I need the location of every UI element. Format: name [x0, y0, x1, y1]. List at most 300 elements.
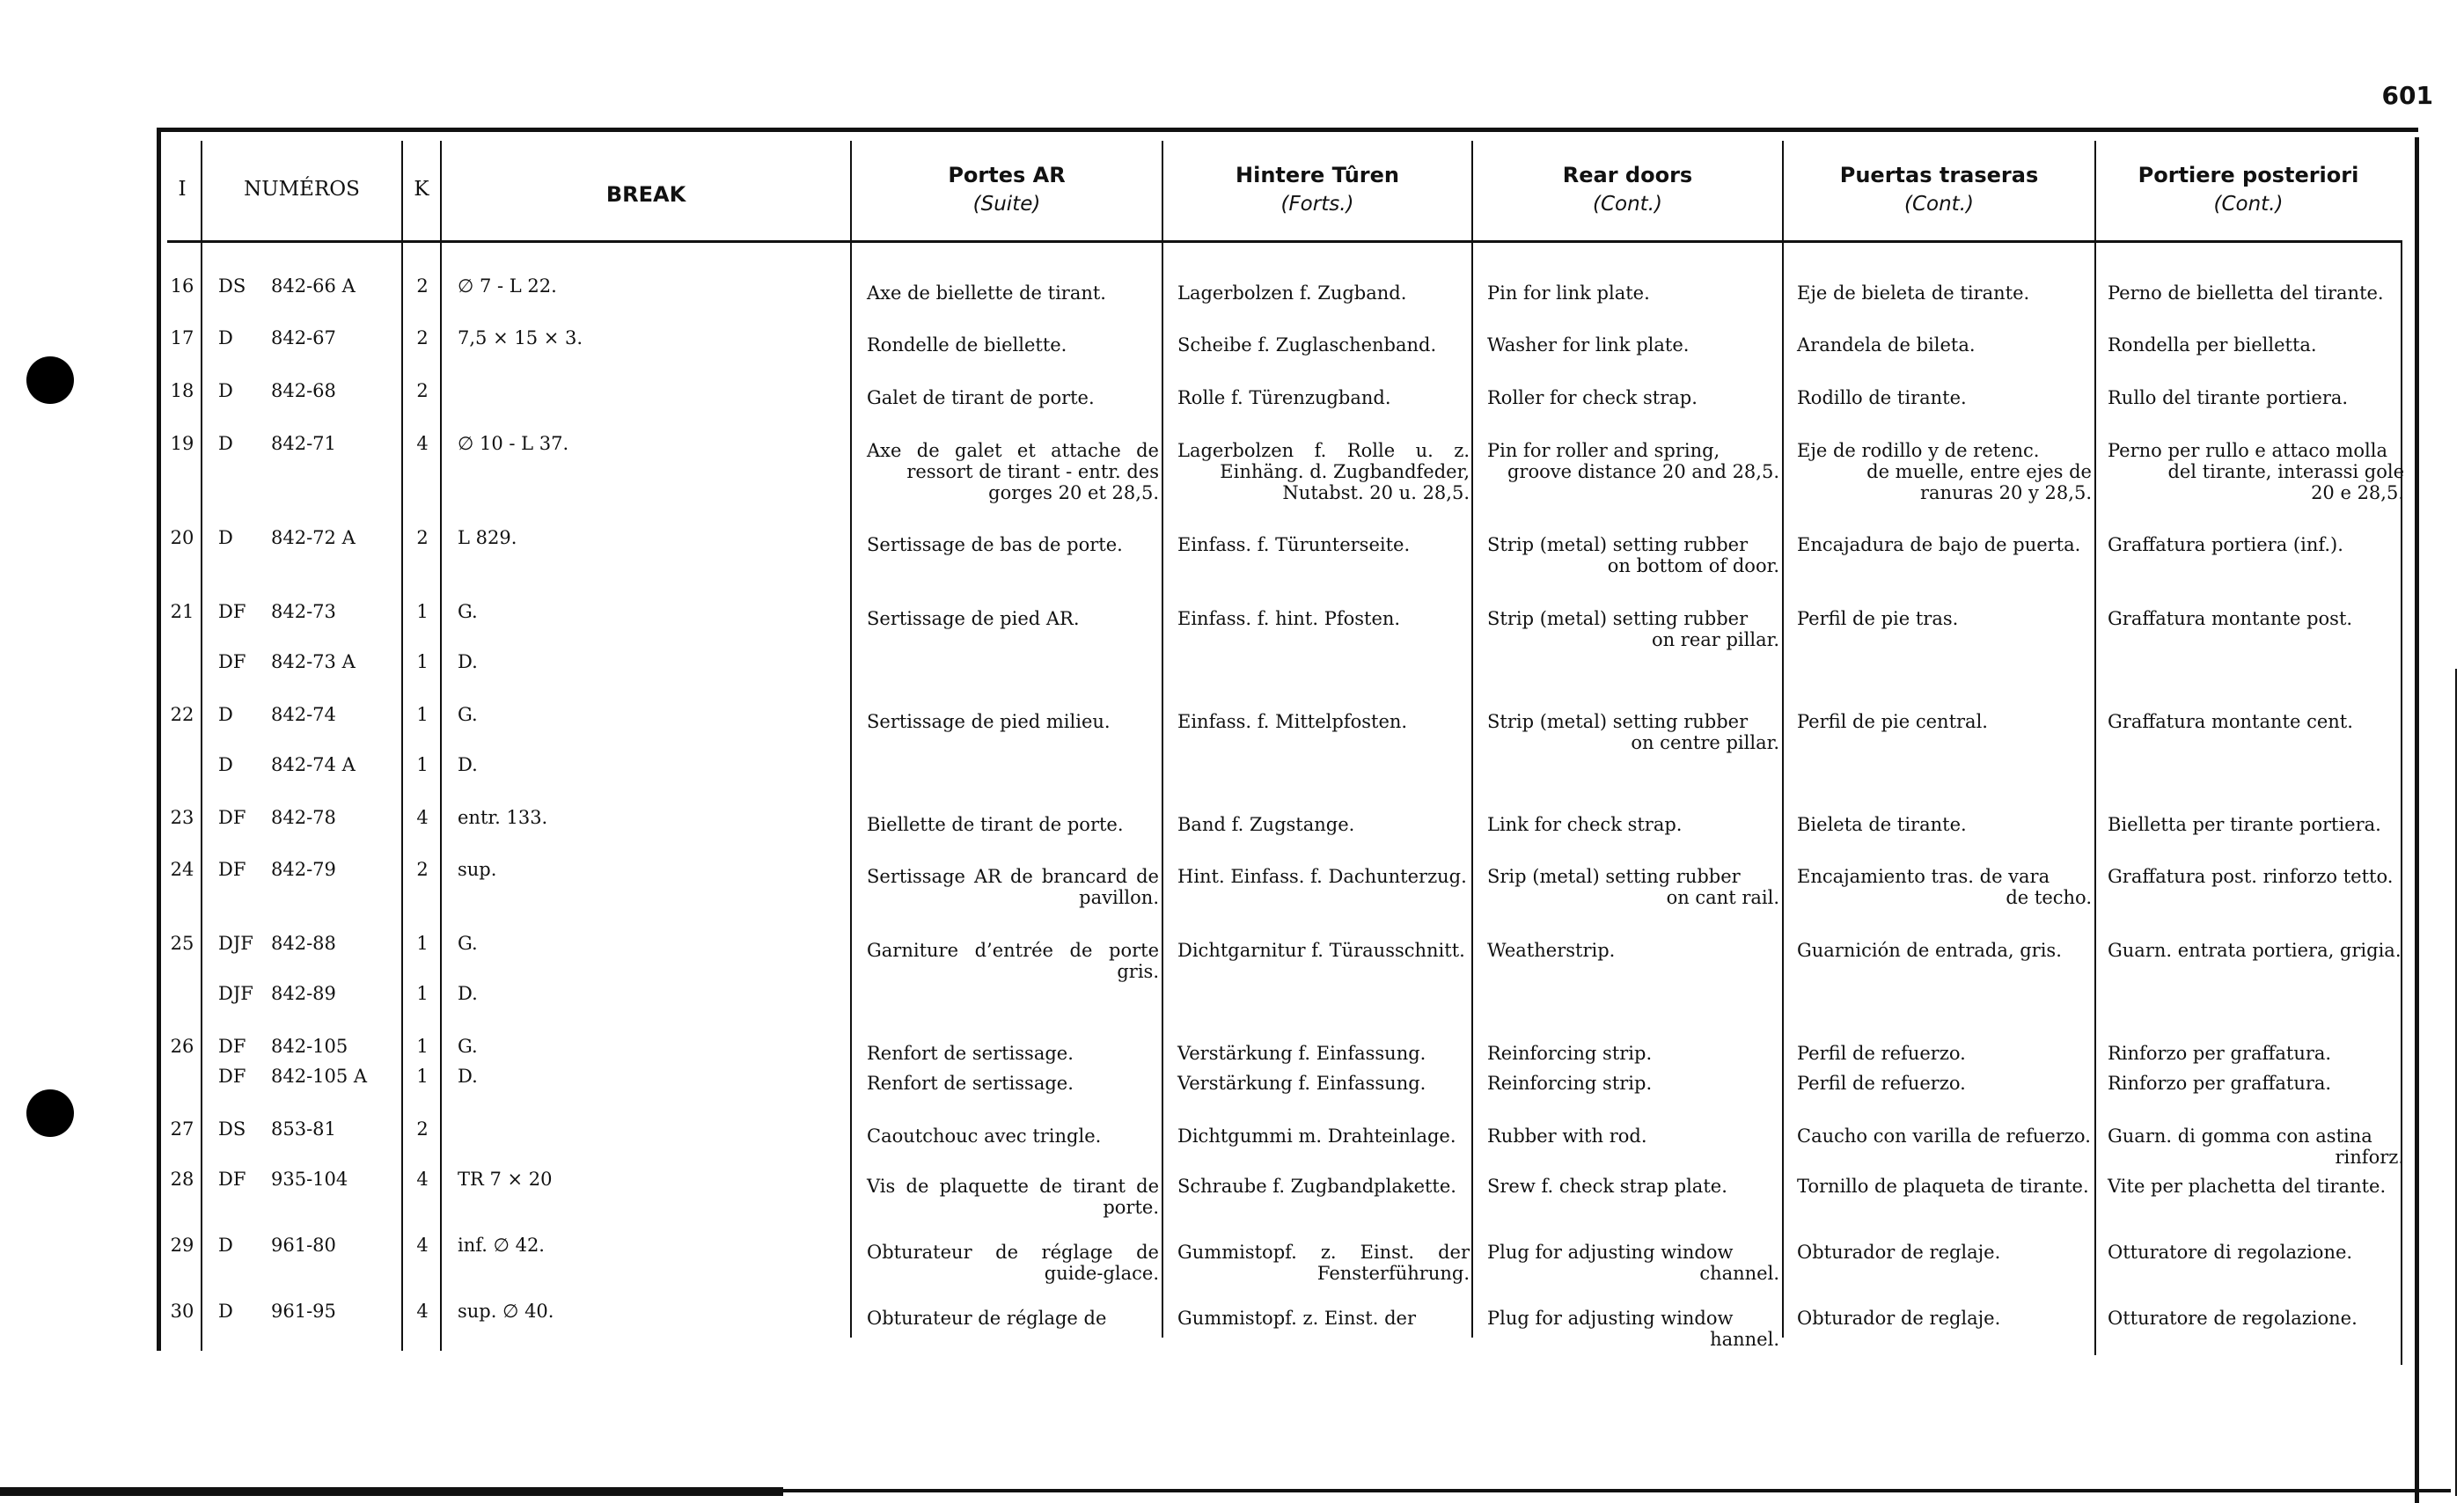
header-k-label: K — [414, 177, 429, 201]
cell-item: 24 — [170, 859, 194, 880]
header-bottom-rule — [167, 240, 2402, 243]
cell-item: 23 — [170, 807, 194, 828]
desc-line: Axe de galet et attache de — [867, 440, 1159, 461]
header-en-title: Rear doors — [1562, 162, 1693, 187]
cell-desc-en — [1487, 1043, 1779, 1064]
cell-break: 7,5 × 15 × 3. — [458, 327, 583, 348]
header-break — [442, 148, 850, 240]
cell-desc-it — [2108, 334, 2404, 356]
cell-desc-it — [2108, 534, 2404, 555]
cell-desc-en — [1487, 608, 1779, 650]
desc-line: Plug for adjusting window — [1487, 1308, 1734, 1329]
cell-prefix: DS — [218, 275, 246, 297]
cell-prefix: DF — [218, 1036, 246, 1057]
cell-desc-es — [1797, 814, 2092, 835]
cell-qty: 1 — [416, 933, 429, 954]
desc-line: Eje de bieleta de tirante. — [1797, 282, 2030, 304]
cell-number: 935-104 — [271, 1169, 348, 1190]
cell-desc-es — [1797, 1242, 2092, 1263]
cell-desc-de — [1177, 814, 1470, 835]
cell-qty: 2 — [416, 275, 429, 297]
cell-desc-it — [2108, 814, 2404, 835]
cell-desc-en — [1487, 282, 1779, 304]
cell-number: 842-68 — [271, 380, 336, 401]
desc-line: 20 e 28,5. — [2311, 482, 2404, 503]
cell-break: D. — [458, 651, 478, 672]
desc-line: Einfass. f. Mittelpfosten. — [1177, 711, 1408, 732]
header-es-title: Puertas traseras — [1839, 162, 2039, 187]
cell-desc-it — [2108, 1073, 2404, 1094]
cell-item: 18 — [170, 380, 194, 401]
cell-desc-en — [1487, 440, 1779, 482]
desc-line: Arandela de bileta. — [1797, 334, 1976, 356]
divider-fr — [1162, 141, 1163, 1338]
desc-line: Srew f. check strap plate. — [1487, 1176, 1727, 1197]
cell-desc-de — [1177, 1073, 1470, 1094]
cell-desc-de — [1177, 1308, 1470, 1329]
cell-qty: 2 — [416, 380, 429, 401]
header-i — [164, 143, 201, 235]
desc-line: Perfil de refuerzo. — [1797, 1073, 1966, 1094]
cell-desc-de — [1177, 387, 1470, 408]
cell-desc-fr — [867, 1043, 1159, 1064]
cell-number: 842-88 — [271, 933, 336, 954]
divider-break — [850, 141, 852, 1338]
desc-line: Strip (metal) setting rubber — [1487, 711, 1749, 732]
cell-desc-fr — [867, 1073, 1159, 1094]
cell-number: 853-81 — [271, 1118, 336, 1140]
header-de-sub: (Forts.) — [1280, 192, 1354, 216]
cell-desc-it — [2108, 387, 2404, 408]
cell-break: sup. — [458, 859, 497, 880]
cell-item: 22 — [170, 704, 194, 725]
cell-qty: 4 — [416, 433, 429, 454]
desc-line: Dichtgummi m. Drahteinlage. — [1177, 1125, 1456, 1147]
cell-desc-es — [1797, 387, 2092, 408]
desc-line: Rondella per bielletta. — [2108, 334, 2317, 356]
desc-line: hannel. — [1710, 1329, 1779, 1350]
desc-line: Vite per plachetta del tirante. — [2108, 1176, 2387, 1197]
cell-qty: 1 — [416, 651, 429, 672]
cell-item: 21 — [170, 601, 194, 622]
desc-line: Weatherstrip. — [1487, 940, 1616, 961]
desc-line: Link for check strap. — [1487, 814, 1683, 835]
punch-hole-lower — [26, 1089, 74, 1137]
cell-desc-it — [2108, 940, 2404, 961]
desc-line: Galet de tirant de porte. — [867, 387, 1095, 408]
cell-item: 26 — [170, 1036, 194, 1057]
cell-desc-de — [1177, 711, 1470, 732]
desc-line: Obturateur de réglage de — [867, 1242, 1159, 1263]
header-break-label: BREAK — [605, 181, 686, 207]
cell-item: 28 — [170, 1169, 194, 1190]
cell-desc-fr — [867, 334, 1159, 356]
cell-desc-es — [1797, 440, 2092, 503]
desc-line: Graffatura montante post. — [2108, 608, 2353, 629]
cell-break: D. — [458, 754, 478, 775]
header-it-title: Portiere posteriori — [2138, 162, 2359, 187]
cell-number: 842-72 A — [271, 527, 356, 548]
desc-line: Lagerbolzen f. Rolle u. z. — [1177, 440, 1470, 461]
desc-line: Graffatura post. rinforzo tetto. — [2108, 866, 2394, 887]
cell-break: TR 7 × 20 — [458, 1169, 553, 1190]
desc-line: Einfass. f. Türunterseite. — [1177, 534, 1411, 555]
cell-prefix: DF — [218, 1066, 246, 1087]
desc-line: on centre pillar. — [1631, 732, 1779, 753]
cell-qty: 1 — [416, 704, 429, 725]
desc-line: Gummistopf. z. Einst. der — [1177, 1308, 1416, 1329]
cell-number: 842-74 — [271, 704, 336, 725]
desc-line: Perfil de refuerzo. — [1797, 1043, 1966, 1064]
desc-line: Fensterführung. — [1316, 1263, 1470, 1284]
desc-line: Rubber with rod. — [1487, 1125, 1647, 1147]
header-k — [403, 143, 440, 235]
cell-prefix: DJF — [218, 933, 253, 954]
cell-desc-es — [1797, 711, 2092, 732]
cell-qty: 2 — [416, 859, 429, 880]
desc-line: Plug for adjusting window — [1487, 1242, 1734, 1263]
cell-break: entr. 133. — [458, 807, 548, 828]
cell-prefix: D — [218, 433, 233, 454]
desc-line: guide-glace. — [1044, 1263, 1159, 1284]
desc-line: rinforz. — [2335, 1147, 2404, 1168]
desc-line: Perfil de pie central. — [1797, 711, 1988, 732]
cell-prefix: DJF — [218, 983, 253, 1004]
cell-number: 842-71 — [271, 433, 336, 454]
cell-number: 842-66 A — [271, 275, 356, 297]
header-lang-es — [1784, 143, 2094, 235]
header-de-title: Hintere Tûren — [1236, 162, 1399, 187]
header-it-sub: (Cont.) — [2213, 192, 2284, 216]
desc-line: Bieleta de tirante. — [1797, 814, 1967, 835]
header-fr-title: Portes AR — [948, 162, 1066, 187]
cell-prefix: DF — [218, 1169, 246, 1190]
cell-number: 842-67 — [271, 327, 336, 348]
cell-break: G. — [458, 933, 478, 954]
cell-prefix: D — [218, 754, 233, 775]
cell-item: 25 — [170, 933, 194, 954]
cell-number: 961-95 — [271, 1301, 336, 1322]
frame-right-outer-rule — [2455, 669, 2457, 1496]
cell-desc-it — [2108, 282, 2404, 304]
cell-number: 842-74 A — [271, 754, 356, 775]
desc-line: gris. — [1117, 961, 1159, 982]
desc-line: Rondelle de biellette. — [867, 334, 1067, 356]
desc-line: Verstärkung f. Einfassung. — [1177, 1043, 1426, 1064]
cell-desc-es — [1797, 940, 2092, 961]
cell-prefix: D — [218, 527, 233, 548]
cell-desc-de — [1177, 1043, 1470, 1064]
cell-qty: 4 — [416, 1301, 429, 1322]
cell-desc-it — [2108, 608, 2404, 629]
desc-line: on bottom of door. — [1607, 555, 1779, 576]
cell-desc-it — [2108, 866, 2404, 887]
cell-desc-es — [1797, 866, 2092, 908]
desc-line: Axe de biellette de tirant. — [867, 282, 1106, 304]
desc-line: Srip (metal) setting rubber — [1487, 866, 1741, 887]
desc-line: Einfass. f. hint. Pfosten. — [1177, 608, 1401, 629]
cell-item: 27 — [170, 1118, 194, 1140]
cell-break: G. — [458, 1036, 478, 1057]
header-numeros-label: NUMÉROS — [244, 177, 360, 201]
cell-prefix: D — [218, 380, 233, 401]
desc-line: Eje de rodillo y de retenc. — [1797, 440, 2040, 461]
desc-line: Guarn. entrata portiera, grigia. — [2108, 940, 2402, 961]
desc-line: Rullo del tirante portiera. — [2108, 387, 2349, 408]
desc-line: Nutabst. 20 u. 28,5. — [1282, 482, 1470, 503]
bottom-edge-rule-right — [779, 1489, 2451, 1492]
desc-line: Bielletta per tirante portiera. — [2108, 814, 2381, 835]
cell-prefix: D — [218, 1301, 233, 1322]
cell-desc-es — [1797, 1043, 2092, 1064]
cell-desc-de — [1177, 334, 1470, 356]
header-es-sub: (Cont.) — [1904, 192, 1974, 216]
frame-left-rule — [157, 128, 161, 1351]
cell-number: 961-80 — [271, 1235, 336, 1256]
desc-line: Verstärkung f. Einfassung. — [1177, 1073, 1426, 1094]
desc-line: Einhäng. d. Zugbandfeder, — [1220, 461, 1470, 482]
desc-line: Otturatore de regolazione. — [2108, 1308, 2358, 1329]
desc-line: Dichtgarnitur f. Türausschnitt. — [1177, 940, 1465, 961]
desc-line: Perno de bielletta del tirante. — [2108, 282, 2384, 304]
desc-line: Rodillo de tirante. — [1797, 387, 1967, 408]
cell-desc-en — [1487, 940, 1779, 961]
desc-line: Sertissage de pied AR. — [867, 608, 1080, 629]
cell-number: 842-89 — [271, 983, 336, 1004]
page-number: 601 — [2381, 81, 2433, 110]
cell-desc-de — [1177, 866, 1470, 887]
header-fr-sub: (Suite) — [972, 192, 1041, 216]
desc-line: Otturatore di regolazione. — [2108, 1242, 2353, 1263]
desc-line: Sertissage de pied milieu. — [867, 711, 1111, 732]
cell-desc-de — [1177, 440, 1470, 503]
cell-break: G. — [458, 601, 478, 622]
desc-line: Graffatura portiera (inf.). — [2108, 534, 2343, 555]
cell-number: 842-73 A — [271, 651, 356, 672]
desc-line: on rear pillar. — [1651, 629, 1779, 650]
frame-top-rule — [157, 128, 2418, 132]
desc-line: Pin for link plate. — [1487, 282, 1650, 304]
bottom-edge-rule — [0, 1487, 783, 1496]
desc-line: Vis de plaquette de tirant de — [867, 1176, 1159, 1197]
cell-desc-es — [1797, 334, 2092, 356]
desc-line: Sertissage AR de brancard de — [867, 866, 1159, 887]
cell-desc-fr — [867, 814, 1159, 835]
cell-break: inf. ∅ 42. — [458, 1235, 545, 1256]
desc-line: Encajamiento tras. de vara — [1797, 866, 2050, 887]
cell-qty: 1 — [416, 1036, 429, 1057]
desc-line: Tornillo de plaqueta de tirante. — [1797, 1176, 2089, 1197]
desc-line: Strip (metal) setting rubber — [1487, 534, 1749, 555]
cell-break: D. — [458, 1066, 478, 1087]
cell-prefix: DF — [218, 651, 246, 672]
cell-desc-es — [1797, 1176, 2092, 1197]
cell-desc-de — [1177, 608, 1470, 629]
cell-desc-de — [1177, 940, 1470, 961]
cell-desc-es — [1797, 608, 2092, 629]
header-numeros — [202, 143, 401, 235]
cell-desc-en — [1487, 1125, 1779, 1147]
cell-desc-it — [2108, 1043, 2404, 1064]
header-lang-de — [1163, 143, 1471, 235]
cell-desc-it — [2108, 1242, 2404, 1263]
desc-line: del tirante, interassi gole — [2167, 461, 2404, 482]
cell-desc-es — [1797, 1125, 2092, 1147]
cell-desc-it — [2108, 711, 2404, 732]
cell-desc-en — [1487, 534, 1779, 576]
desc-line: Renfort de sertissage. — [867, 1043, 1074, 1064]
cell-desc-fr — [867, 1125, 1159, 1147]
cell-desc-en — [1487, 814, 1779, 835]
cell-item: 20 — [170, 527, 194, 548]
cell-qty: 1 — [416, 983, 429, 1004]
cell-desc-es — [1797, 1073, 2092, 1094]
cell-desc-de — [1177, 1176, 1470, 1197]
desc-line: Band f. Zugstange. — [1177, 814, 1355, 835]
cell-break: G. — [458, 704, 478, 725]
cell-break: sup. ∅ 40. — [458, 1301, 554, 1322]
desc-line: Lagerbolzen f. Zugband. — [1177, 282, 1407, 304]
desc-line: Encajadura de bajo de puerta. — [1797, 534, 2081, 555]
desc-line: ranuras 20 y 28,5. — [1920, 482, 2092, 503]
cell-item: 30 — [170, 1301, 194, 1322]
cell-prefix: D — [218, 327, 233, 348]
desc-line: Reinforcing strip. — [1487, 1043, 1653, 1064]
cell-desc-it — [2108, 1125, 2404, 1168]
cell-desc-fr — [867, 534, 1159, 555]
cell-desc-de — [1177, 282, 1470, 304]
cell-qty: 4 — [416, 1235, 429, 1256]
header-lang-en — [1473, 143, 1782, 235]
cell-number: 842-105 A — [271, 1066, 368, 1087]
desc-line: Garniture d’entrée de porte — [867, 940, 1159, 961]
cell-break: L 829. — [458, 527, 517, 548]
desc-line: Reinforcing strip. — [1487, 1073, 1653, 1094]
cell-desc-it — [2108, 1308, 2404, 1329]
cell-qty: 4 — [416, 1169, 429, 1190]
desc-line: Perno per rullo e attaco molla — [2108, 440, 2388, 461]
desc-line: on cant rail. — [1666, 887, 1779, 908]
desc-line: Biellette de tirant de porte. — [867, 814, 1124, 835]
cell-desc-fr — [867, 1176, 1159, 1218]
cell-break: ∅ 7 - L 22. — [458, 275, 557, 297]
desc-line: Schraube f. Zugbandplakette. — [1177, 1176, 1456, 1197]
cell-qty: 2 — [416, 527, 429, 548]
desc-line: Washer for link plate. — [1487, 334, 1690, 356]
divider-k — [440, 141, 442, 1351]
desc-line: gorges 20 et 28,5. — [988, 482, 1159, 503]
cell-prefix: DF — [218, 807, 246, 828]
desc-line: ressort de tirant - entr. des — [906, 461, 1159, 482]
desc-line: Rinforzo per graffatura. — [2108, 1043, 2332, 1064]
cell-desc-de — [1177, 1242, 1470, 1284]
cell-desc-es — [1797, 534, 2092, 555]
desc-line: de techo. — [2006, 887, 2092, 908]
punch-hole-upper — [26, 356, 74, 404]
cell-desc-en — [1487, 334, 1779, 356]
cell-desc-fr — [867, 711, 1159, 732]
desc-line: Graffatura montante cent. — [2108, 711, 2353, 732]
desc-line: Rolle f. Türenzugband. — [1177, 387, 1391, 408]
frame-right-rule — [2415, 137, 2419, 1503]
desc-line: Caucho con varilla de refuerzo. — [1797, 1125, 2091, 1147]
cell-desc-it — [2108, 440, 2404, 503]
cell-break: D. — [458, 983, 478, 1004]
cell-qty: 1 — [416, 754, 429, 775]
cell-item: 16 — [170, 275, 194, 297]
cell-desc-es — [1797, 1308, 2092, 1329]
cell-qty: 4 — [416, 807, 429, 828]
cell-desc-en — [1487, 711, 1779, 753]
header-lang-it — [2096, 143, 2401, 235]
cell-desc-fr — [867, 387, 1159, 408]
desc-line: Strip (metal) setting rubber — [1487, 608, 1749, 629]
desc-line: Caoutchouc avec tringle. — [867, 1125, 1102, 1147]
cell-prefix: DF — [218, 859, 246, 880]
cell-qty: 1 — [416, 1066, 429, 1087]
cell-prefix: D — [218, 704, 233, 725]
desc-line: Hint. Einfass. f. Dachunterzug. — [1177, 866, 1467, 887]
desc-line: Rinforzo per graffatura. — [2108, 1073, 2332, 1094]
desc-line: Gummistopf. z. Einst. der — [1177, 1242, 1470, 1263]
cell-desc-it — [2108, 1176, 2404, 1197]
desc-line: Pin for roller and spring, — [1487, 440, 1720, 461]
cell-desc-en — [1487, 866, 1779, 908]
cell-desc-es — [1797, 282, 2092, 304]
cell-desc-en — [1487, 1176, 1779, 1197]
divider-i — [201, 141, 202, 1351]
desc-line: Roller for check strap. — [1487, 387, 1698, 408]
cell-desc-de — [1177, 1125, 1470, 1147]
cell-prefix: DF — [218, 601, 246, 622]
desc-line: Obturateur de réglage de — [867, 1308, 1107, 1329]
cell-desc-en — [1487, 387, 1779, 408]
cell-number: 842-105 — [271, 1036, 348, 1057]
cell-desc-de — [1177, 534, 1470, 555]
divider-en — [1782, 141, 1784, 1338]
desc-line: groove distance 20 and 28,5. — [1507, 461, 1779, 482]
cell-desc-fr — [867, 940, 1159, 982]
cell-desc-fr — [867, 1242, 1159, 1284]
header-en-sub: (Cont.) — [1593, 192, 1662, 216]
divider-es — [2094, 141, 2096, 1355]
cell-desc-fr — [867, 282, 1159, 304]
desc-line: porte. — [1103, 1197, 1159, 1218]
cell-number: 842-79 — [271, 859, 336, 880]
cell-desc-fr — [867, 608, 1159, 629]
cell-item: 29 — [170, 1235, 194, 1256]
cell-break: ∅ 10 - L 37. — [458, 433, 569, 454]
desc-line: pavillon. — [1079, 887, 1159, 908]
cell-item: 19 — [170, 433, 194, 454]
cell-desc-fr — [867, 440, 1159, 503]
cell-desc-en — [1487, 1073, 1779, 1094]
desc-line: Scheibe f. Zuglaschenband. — [1177, 334, 1437, 356]
divider-de — [1471, 141, 1473, 1338]
desc-line: Sertissage de bas de porte. — [867, 534, 1123, 555]
desc-line: Obturador de reglaje. — [1797, 1242, 2001, 1263]
desc-line: de muelle, entre ejes de — [1866, 461, 2092, 482]
cell-prefix: D — [218, 1235, 233, 1256]
header-i-label: I — [178, 177, 187, 201]
cell-qty: 2 — [416, 327, 429, 348]
cell-number: 842-78 — [271, 807, 336, 828]
cell-desc-en — [1487, 1308, 1779, 1350]
desc-line: channel. — [1699, 1263, 1779, 1284]
cell-desc-fr — [867, 1308, 1159, 1329]
cell-number: 842-73 — [271, 601, 336, 622]
header-lang-fr — [852, 143, 1162, 235]
